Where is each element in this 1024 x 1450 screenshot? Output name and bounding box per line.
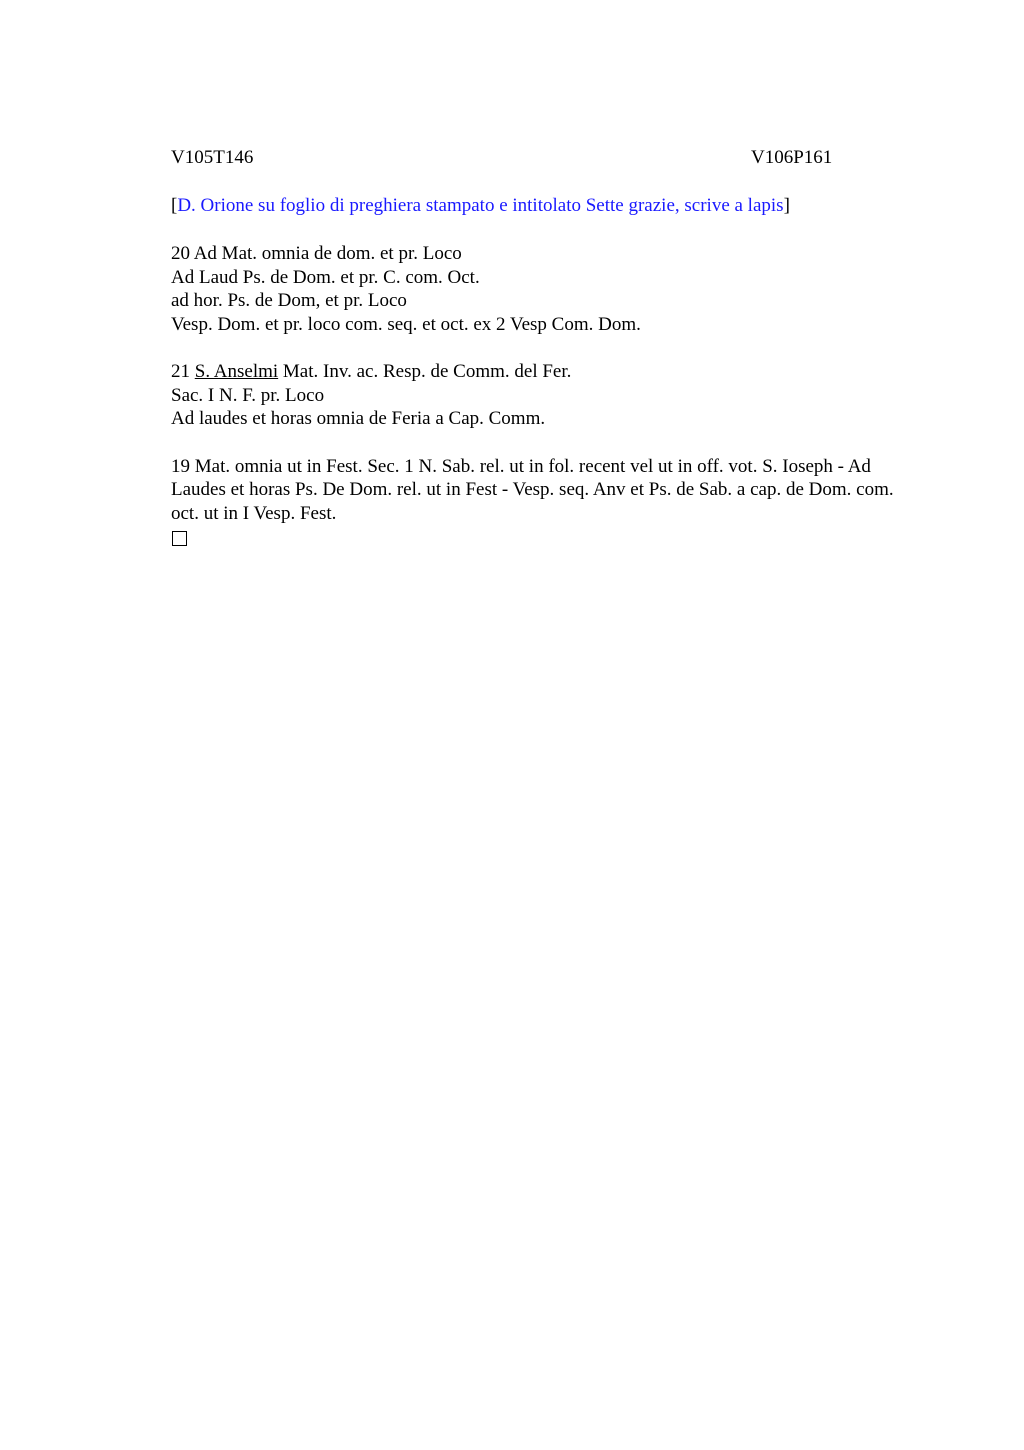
page-header [171,146,911,170]
section-21-number: 21 [171,361,195,382]
document-page [171,146,911,546]
section-20-line: Vesp. Dom. et pr. loco com. seq. et oct. ex 2 Vesp Com. Dom. [171,313,641,335]
note-text: D. Orione su foglio di preghiera stampato e intitolato Sette grazie, scrive a lapis [177,195,784,216]
saint-name: S. Anselmi [194,361,279,382]
section-21-line: Ad laudes et horas omnia de Feria a Cap. Comm. [171,408,546,429]
empty-square-icon [172,531,187,546]
section-20-line: 20 Ad Mat. omnia de dom. et pr. Loco [171,243,462,264]
note-close-bracket: ] [783,195,790,216]
section-21-first-line [171,360,911,384]
section-21 [171,360,911,431]
header-left-code: V105T146 [171,147,254,168]
header-right-code: V106P161 [751,147,833,168]
section-20-line: Ad Laud Ps. de Dom. et pr. C. com. Oct. [171,266,480,288]
section-20 [171,242,911,336]
section-19 [171,455,911,547]
section-21-first-line-rest: Mat. Inv. ac. Resp. de Comm. del Fer. [278,361,572,382]
section-21-line: Sac. I N. F. pr. Loco [171,384,325,406]
section-20-line: ad hor. Ps. de Dom, et pr. Loco [171,290,407,311]
section-19-text: 19 Mat. omnia ut in Fest. Sec. 1 N. Sab. rel. ut in fol. recent vel ut in off. vot. S. Ioseph - Ad Laudes et horas Ps. De Dom. rel. ut in Fest - Vesp. seq. Anv et Ps. de Sab. a cap. de Dom. com. oct. ut in I Vesp. Fest. [171,455,894,524]
editorial-note [171,194,911,218]
note-open-bracket: [ [171,195,178,216]
